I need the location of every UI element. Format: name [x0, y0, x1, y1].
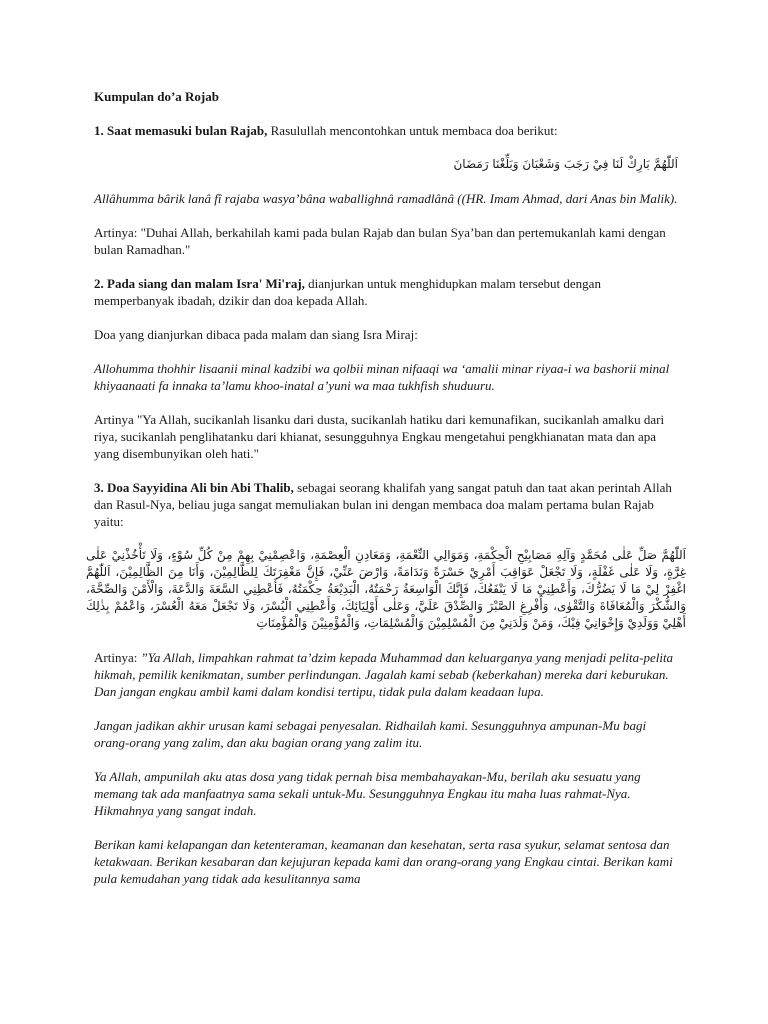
section-2-prayer-intro: Doa yang dianjurkan dibaca pada malam dan siang Isra Miraj: [94, 327, 418, 342]
section-3-translation-p1 [94, 649, 678, 700]
section-3-translation-p3: Ya Allah, ampunilah aku atas dosa yang tidak pernah bisa membahayakan-Mu, berilah aku sesuatu yang memang tak ada manfaatnya sama sekali untuk-Mu. Sesungguhnya Engkau itu maha luas rahmat-Nya. Hikmahnya yang sangat indah. [94, 769, 641, 818]
section-2-translation: Artinya "Ya Allah, sucikanlah lisanku dari dusta, sucikanlah hatiku dari kemunafikan, sucikanlah amalku dari riya, sucikanlah penglihatanku dari khianat, sesungguhnya Engkau mengetahui pengkhianatan mata dan apa yang disembunyikan oleh hati." [94, 412, 665, 461]
section-3-translation-p2: Jangan jadikan akhir urusan kami sebagai penyesalan. Ridhailah kami. Sesungguhnya ampunan-Mu bagi orang-orang yang zalim, dan aku bagian orang yang zalim itu. [94, 718, 647, 750]
section-3-translation-text-1: ”Ya Allah, limpahkan rahmat ta’dzim kepada Muhammad dan keluarganya yang menjadi pelita-pelita hikmah, pemilik kenikmatan, sumber perlindungan. Jagalah kami sebab (keberkahan) mereka dari keburukan. Dan jangan engkau ambil kami dalam kondisi tertipu, tidak pula dalam keadaan lupa. [94, 650, 674, 699]
section-1-translation: Artinya: "Duhai Allah, berkahilah kami pada bulan Rajab dan bulan Sya’ban dan pertemukanlah kami dengan bulan Ramadhan." [94, 225, 666, 257]
section-2-transliteration: Allohumma thohhir lisaanii minal kadzibi wa qolbii minan nifaaqi wa ‘amalii minar riyaa-i wa bashorii minal khiyaanaati fa innaka ta’lamu khoo-inatal a’yuni wa maa tukhfish shuduuru. [94, 361, 670, 393]
section-3-intro [94, 479, 678, 530]
section-3-lead: sebagai seorang khalifah yang sangat patuh dan taat akan perintah Allah dan Rasul-Nya, beliau juga sangat memuliakan bulan ini dengan membaca doa malam pertama bulan Rajab yaitu: [94, 480, 672, 529]
section-2-intro [94, 275, 678, 309]
section-3-heading: 3. Doa Sayyidina Ali bin Abi Thalib, [94, 480, 294, 495]
section-1-intro [94, 122, 678, 139]
section-1-arabic-prayer: اَللّٰهُمَّ بَارِكْ لَنَا فِيْ رَجَبَ وَشَعْبَانَ وَبَلِّغْنَا رَمَضَانَ [453, 157, 678, 171]
section-1-heading: 1. Saat memasuki bulan Rajab, [94, 123, 268, 138]
section-2-lead: dianjurkan untuk menghidupkan malam tersebut dengan memperbanyak ibadah, dzikir dan doa kepada Allah. [94, 276, 601, 308]
section-3-translation-p4: Berikan kami kelapangan dan ketenteraman, keamanan dan kesehatan, serta rasa syukur, selamat sentosa dan ketakwaan. Berikan kesabaran dan kejujuran kepada kami dan orang-orang yang Engkau cintai. Berikan kami pula kemudahan yang tidak ada kesulitannya sama [94, 837, 673, 886]
section-1-lead: Rasulullah mencontohkan untuk membaca doa berikut: [267, 123, 558, 138]
document-title: Kumpulan do’a Rojab [94, 89, 219, 104]
section-3-arabic-prayer: اَللّٰهُمَّ صَلِّ عَلٰى مُحَمَّدٍ وَآلِهِ مَصَابِيْحِ الْحِكْمَةِ، وَمَوَالِي النِّعْمَةِ، وَمَعَادِنِ الْعِصْمَةِ، وَاعْصِمْنِيْ بِهِمْ مِنْ كُلِّ سُوْءٍ، وَلَا تَأْخُذْنِيْ عَلٰى غِرَّةٍ، وَلَا عَلٰى غَفْلَةٍ، وَلَا تَجْعَلْ عَوَاقِبَ أَمْرِيْ حَسْرَةً وَنَدَامَةً، وَارْضَ عَنِّيْ، فَإِنَّ مَغْفِرَتَكَ لِلظَّالِمِيْنَ، وَأَنَا مِنَ الظَّالِمِيْنَ، اَللّٰهُمَّ اغْفِرْ لِيْ مَا لَا يَضُرُّكَ، وَأَعْطِنِيْ مَا لَا يَنْفَعُكَ، فَإِنَّكَ الْوَاسِعَةُ رَحْمَتُهُ، الْبَدِيْعَةُ حِكْمَتُهُ، فَأَعْطِنِي السَّعَةَ وَالدَّعَةَ، وَالْأَمْنَ وَالصِّحَّةَ، وَالشُّكْرَ وَالْمُعَافَاةَ وَالتَّقْوٰى، وَأَفْرِغِ الصَّبْرَ وَالصِّدْقَ عَلَيَّ، وَعَلٰى أَوْلِيَائِكَ، وَأَعْطِنِي الْيُسْرَ، وَلَا تَجْعَلْ مَعَهُ الْعُسْرَ، وَاعْمُمْ بِذٰلِكَ أَهْلِيْ وَوَلَدِيْ وَإِخْوَانِيْ فِيْكَ، وَمَنْ وَلَدَنِيْ مِنَ الْمُسْلِمِيْنَ وَالْمُسْلِمَاتِ، وَالْمُؤْمِنِيْنَ وَالْمُؤْمِنَاتِ [86, 548, 686, 630]
section-3-translation-label: Artinya: [94, 650, 141, 665]
section-1-transliteration: Allâhumma bârik lanâ fî rajaba wasya’bâna waballighnâ ramadlânâ ((HR. Imam Ahmad, dari Anas bin Malik). [94, 191, 678, 206]
section-2-heading: 2. Pada siang dan malam Isra' Mi'raj, [94, 276, 305, 291]
